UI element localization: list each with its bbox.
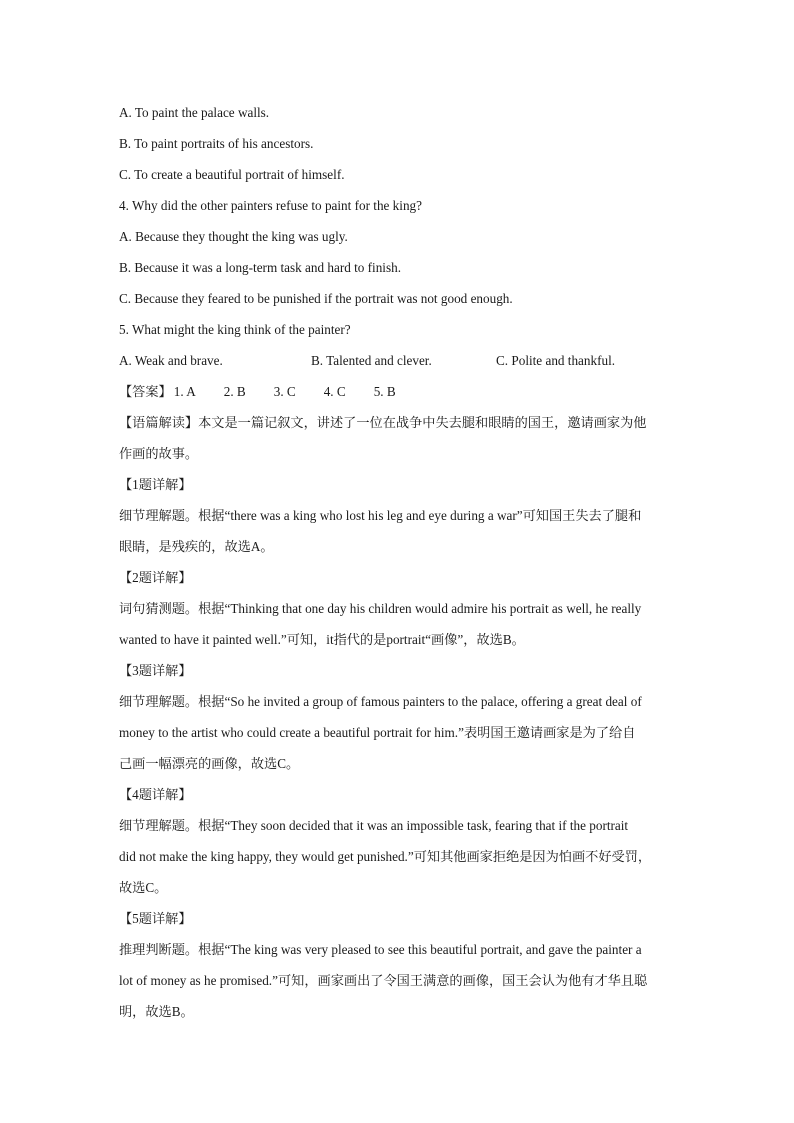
answer-item: 1. A xyxy=(173,384,196,399)
q5-question: 5. What might the king think of the painter? xyxy=(119,322,351,337)
q5-options xyxy=(119,345,679,376)
analysis-line-1 xyxy=(119,407,679,438)
answer-item: 3. C xyxy=(273,384,296,399)
answer-label: 【答案】 xyxy=(119,384,172,399)
analysis-text: 本文是一篇记叙文，讲述了一位在战争中失去腿和眼睛的国王，邀请画家为他 xyxy=(198,415,647,430)
q3-option-a: A. To paint the palace walls. xyxy=(119,105,270,120)
q4-option-b: B. Because it was a long-term task and hard to finish. xyxy=(119,260,401,275)
q4-option-a: A. Because they thought the king was ugly. xyxy=(119,229,348,244)
detail-5-line: 推理判断题。根据“The king was very pleased to see this beautiful portrait, and gave the painter a xyxy=(119,942,642,957)
detail-3-line: 己画一幅漂亮的画像，故选C。 xyxy=(119,756,300,771)
answer-line xyxy=(119,376,679,407)
detail-2-heading: 【2题详解】 xyxy=(119,570,192,585)
detail-3-line: 细节理解题。根据“So he invited a group of famous painters to the palace, offering a great deal of xyxy=(119,694,642,709)
detail-5-line: 明，故选B。 xyxy=(119,1004,194,1019)
detail-1-line: 眼睛，是残疾的，故选A。 xyxy=(119,539,274,554)
q5-option-a: A. Weak and brave. xyxy=(119,353,223,368)
q4-option-c: C. Because they feared to be punished if the portrait was not good enough. xyxy=(119,291,513,306)
analysis-heading: 【语篇解读】 xyxy=(119,415,199,430)
analysis-line-2: 作画的故事。 xyxy=(119,446,199,461)
answer-item: 2. B xyxy=(223,384,246,399)
q5-option-b: B. Talented and clever. xyxy=(311,353,432,368)
q4-question: 4. Why did the other painters refuse to paint for the king? xyxy=(119,198,422,213)
detail-3-heading: 【3题详解】 xyxy=(119,663,192,678)
detail-1-line: 细节理解题。根据“there was a king who lost his leg and eye during a war”可知国王失去了腿和 xyxy=(119,508,642,523)
q3-option-b: B. To paint portraits of his ancestors. xyxy=(119,136,314,151)
detail-2-line: 词句猜测题。根据“Thinking that one day his children would admire his portrait as well, he really xyxy=(119,601,642,616)
page-content xyxy=(119,97,679,1027)
detail-3-line: money to the artist who could create a beautiful portrait for him.”表明国王邀请画家是为了给自 xyxy=(119,725,636,740)
detail-5-line: lot of money as he promised.”可知，画家画出了令国王满意的画像，国王会认为他有才华且聪 xyxy=(119,973,648,988)
detail-1-heading: 【1题详解】 xyxy=(119,477,192,492)
detail-5-heading: 【5题详解】 xyxy=(119,911,192,926)
detail-2-line: wanted to have it painted well.”可知，it指代的是portrait“画像”，故选B。 xyxy=(119,632,525,647)
detail-4-heading: 【4题详解】 xyxy=(119,787,192,802)
detail-4-line: 细节理解题。根据“They soon decided that it was an impossible task, fearing that if the portrait xyxy=(119,818,629,833)
q3-option-c: C. To create a beautiful portrait of himself. xyxy=(119,167,345,182)
detail-4-line: did not make the king happy, they would get punished.”可知其他画家拒绝是因为怕画不好受罚， xyxy=(119,849,652,864)
answer-item: 4. C xyxy=(323,384,346,399)
q5-option-c: C. Polite and thankful. xyxy=(496,353,616,368)
answer-item: 5. B xyxy=(373,384,396,399)
detail-4-line: 故选C。 xyxy=(119,880,168,895)
